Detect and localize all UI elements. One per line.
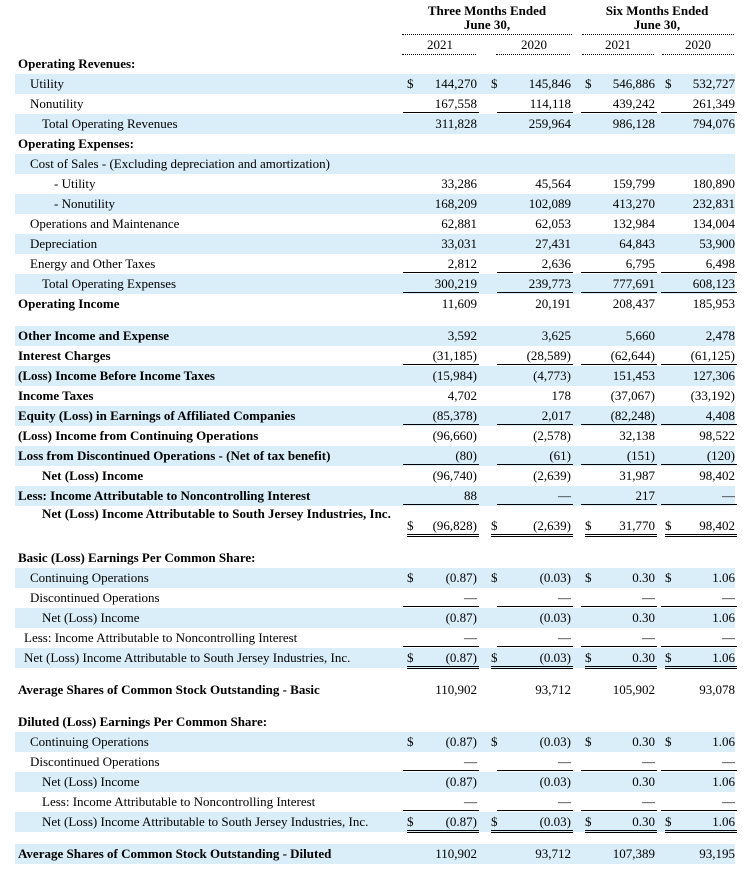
currency-symbol: $ (491, 76, 498, 91)
single-underline (661, 606, 737, 607)
currency-symbol: $ (665, 518, 672, 533)
cell-value: 62,881 (441, 216, 477, 231)
row-label: Operating Expenses: (18, 136, 134, 151)
cell-value: 132,984 (612, 216, 655, 231)
table-row (15, 134, 735, 154)
cell-value: — (464, 590, 477, 605)
cell-value: 311,828 (435, 116, 477, 131)
cell-value: (62,644) (610, 348, 655, 363)
table-row (15, 732, 735, 752)
table-row (15, 486, 735, 506)
cell-value: 27,431 (535, 236, 571, 251)
single-underline (403, 504, 479, 505)
cell-value: 608,123 (692, 276, 735, 291)
table-row (15, 386, 735, 406)
cell-value: 62,053 (535, 216, 571, 231)
single-underline (403, 770, 479, 771)
cell-value: 167,558 (434, 96, 477, 111)
table-row (15, 752, 735, 772)
cell-value: (2,639) (533, 518, 571, 533)
year-col-1: 2021 (427, 37, 453, 52)
cell-value: (0.03) (539, 814, 571, 829)
currency-symbol: $ (491, 814, 498, 829)
cell-value: 110,902 (435, 846, 477, 861)
double-underline (585, 666, 657, 669)
cell-value: 31,987 (619, 468, 655, 483)
row-label: Operating Income (18, 296, 120, 311)
table-row (15, 628, 735, 648)
cell-value: 986,128 (612, 116, 655, 131)
cell-value: 127,306 (692, 368, 735, 383)
cell-value: 439,242 (612, 96, 655, 111)
table-row (15, 114, 735, 134)
cell-value: (0.87) (445, 734, 477, 749)
single-underline (403, 646, 479, 647)
row-label: Cost of Sales - (Excluding depreciation and amortization) (30, 156, 330, 171)
single-underline (661, 810, 737, 811)
cell-value: 53,900 (699, 236, 735, 251)
single-underline (661, 646, 737, 647)
single-underline (497, 464, 573, 465)
cell-value: — (722, 754, 735, 769)
table-row (15, 792, 735, 812)
single-underline (497, 770, 573, 771)
single-underline (497, 364, 573, 365)
cell-value: 208,437 (612, 296, 655, 311)
cell-value: 1.06 (712, 774, 735, 789)
double-underline (491, 830, 573, 833)
cell-value: 0.30 (632, 570, 655, 585)
cell-value: 2,478 (705, 328, 735, 343)
row-label: Operations and Maintenance (30, 216, 180, 231)
cell-value: (96,740) (432, 468, 477, 483)
row-label: Income Taxes (18, 388, 94, 403)
row-label: Basic (Loss) Earnings Per Common Share: (18, 550, 256, 565)
single-underline (581, 272, 657, 273)
table-row (15, 844, 735, 864)
single-underline (497, 810, 573, 811)
row-label: Less: Income Attributable to Noncontrolling Interest (42, 794, 316, 809)
cell-value: 31,770 (619, 518, 655, 533)
single-underline (403, 272, 479, 273)
year-col-2: 2020 (521, 37, 547, 52)
single-underline (581, 504, 657, 505)
three-months-title: Three Months Ended (427, 3, 547, 18)
currency-symbol: $ (491, 650, 498, 665)
cell-value: — (642, 754, 655, 769)
cell-value: (33,192) (690, 388, 735, 403)
single-underline (497, 272, 573, 273)
cell-value: 413,270 (612, 196, 655, 211)
row-label: Continuing Operations (30, 734, 149, 749)
single-underline (403, 810, 479, 811)
row-label: Less: Income Attributable to Noncontrolling Interest (18, 488, 311, 503)
cell-value: 261,349 (692, 96, 735, 111)
cell-value: 145,846 (528, 76, 571, 91)
cell-value: 532,727 (692, 76, 735, 91)
double-underline (491, 666, 573, 669)
single-underline (661, 464, 737, 465)
currency-symbol: $ (491, 518, 498, 533)
cell-value: 33,031 (441, 236, 477, 251)
cell-value: 110,902 (435, 682, 477, 697)
six-months-subtitle: June 30, (633, 17, 681, 32)
cell-value: 98,522 (699, 428, 735, 443)
cell-value: 105,902 (612, 682, 655, 697)
currency-symbol: $ (585, 518, 592, 533)
cell-value: — (722, 590, 735, 605)
row-label: Depreciation (30, 236, 98, 251)
cell-value: 1.06 (712, 570, 735, 585)
cell-value: 178 (551, 388, 571, 403)
cell-value: 1.06 (712, 814, 735, 829)
row-label: Discontinued Operations (30, 754, 160, 769)
cell-value: 232,831 (692, 196, 735, 211)
row-label: (Loss) Income from Continuing Operations (18, 428, 259, 443)
cell-value: 168,209 (434, 196, 477, 211)
table-row (15, 548, 735, 568)
single-underline (661, 364, 737, 365)
row-label: Net (Loss) Income (42, 774, 140, 789)
cell-value: 217 (635, 488, 655, 503)
table-row (15, 712, 735, 732)
cell-value: 102,089 (528, 196, 571, 211)
row-label: Net (Loss) Income Attributable to South Jersey Industries, Inc. (24, 650, 351, 665)
cell-value: 114,118 (529, 96, 571, 111)
row-label: - Nonutility (54, 196, 116, 211)
cell-value: 93,078 (699, 682, 735, 697)
cell-value: (0.03) (539, 734, 571, 749)
single-underline (497, 606, 573, 607)
cell-value: 2,636 (541, 256, 571, 271)
double-underline (585, 534, 657, 537)
cell-value: (2,578) (533, 428, 571, 443)
cell-value: (61) (549, 448, 571, 463)
single-underline (497, 424, 573, 425)
table-row (15, 568, 735, 588)
header-rule-three (402, 34, 572, 35)
cell-value: 11,609 (441, 296, 477, 311)
cell-value: 794,076 (692, 116, 735, 131)
currency-symbol: $ (407, 650, 414, 665)
cell-value: 0.30 (632, 650, 655, 665)
currency-symbol: $ (665, 734, 672, 749)
row-label: Average Shares of Common Stock Outstanding - Basic (18, 682, 320, 697)
cell-value: — (464, 794, 477, 809)
cell-value: 33,286 (441, 176, 477, 191)
cell-value: — (558, 754, 571, 769)
cell-value: (85,378) (432, 408, 477, 423)
currency-symbol: $ (491, 570, 498, 585)
currency-symbol: $ (665, 76, 672, 91)
currency-symbol: $ (491, 734, 498, 749)
single-underline (403, 364, 479, 365)
table-row (15, 346, 735, 366)
cell-value: (0.87) (445, 650, 477, 665)
single-underline (581, 464, 657, 465)
table-row (15, 588, 735, 608)
cell-value: (28,589) (526, 348, 571, 363)
cell-value: 6,795 (625, 256, 655, 271)
cell-value: 4,702 (447, 388, 477, 403)
single-underline (581, 606, 657, 607)
cell-value: (0.03) (539, 610, 571, 625)
cell-value: 134,004 (692, 216, 735, 231)
cell-value: 93,712 (535, 682, 571, 697)
cell-value: 93,712 (535, 846, 571, 861)
cell-value: (96,660) (432, 428, 477, 443)
single-underline (403, 292, 479, 293)
table-row (15, 648, 735, 668)
row-label: Energy and Other Taxes (30, 256, 156, 271)
cell-value: 64,843 (619, 236, 655, 251)
cell-value: 0.30 (632, 774, 655, 789)
cell-value: 5,660 (625, 328, 655, 343)
cell-value: 107,389 (612, 846, 655, 861)
cell-value: 93,195 (699, 846, 735, 861)
single-underline (497, 292, 573, 293)
cell-value: (0.03) (539, 774, 571, 789)
cell-value: (80) (455, 448, 477, 463)
cell-value: — (558, 794, 571, 809)
table-row (15, 366, 735, 386)
double-underline (407, 830, 479, 833)
cell-value: (0.03) (539, 650, 571, 665)
cell-value: 32,138 (619, 428, 655, 443)
cell-value: 3,625 (541, 328, 571, 343)
table-row (15, 274, 735, 294)
cell-value: 546,886 (612, 76, 655, 91)
cell-value: 3,592 (447, 328, 477, 343)
cell-value: — (722, 488, 735, 503)
single-underline (581, 424, 657, 425)
currency-symbol: $ (665, 814, 672, 829)
cell-value: 20,191 (535, 296, 571, 311)
column-header-three-months (400, 4, 574, 32)
table-row (15, 812, 735, 832)
cell-value: 0.30 (632, 814, 655, 829)
cell-value: (151) (626, 448, 655, 463)
cell-value: — (464, 630, 477, 645)
single-underline (581, 810, 657, 811)
single-underline (581, 770, 657, 771)
table-row (15, 234, 735, 254)
cell-value: (61,125) (690, 348, 735, 363)
row-label: Other Income and Expense (18, 328, 170, 343)
single-underline (661, 292, 737, 293)
currency-symbol: $ (585, 814, 592, 829)
table-row (15, 294, 735, 314)
single-underline (661, 504, 737, 505)
row-label: Equity (Loss) in Earnings of Affiliated Companies (18, 408, 296, 423)
table-row (15, 54, 735, 74)
cell-value: (0.87) (445, 610, 477, 625)
cell-value: 259,964 (528, 116, 571, 131)
cell-value: 159,799 (612, 176, 655, 191)
double-underline (665, 534, 737, 537)
double-underline (665, 830, 737, 833)
cell-value: 45,564 (535, 176, 571, 191)
cell-value: (4,773) (533, 368, 571, 383)
table-row (15, 426, 735, 446)
table-row (15, 772, 735, 792)
row-label: Net (Loss) Income (42, 610, 140, 625)
currency-symbol: $ (407, 570, 414, 585)
currency-symbol: $ (407, 734, 414, 749)
row-label: Total Operating Expenses (42, 276, 177, 291)
single-underline (497, 112, 573, 113)
cell-value: (0.87) (445, 774, 477, 789)
three-months-subtitle: June 30, (463, 17, 511, 32)
cell-value: — (464, 754, 477, 769)
row-label: (Loss) Income Before Income Taxes (18, 368, 215, 383)
currency-symbol: $ (585, 734, 592, 749)
single-underline (661, 112, 737, 113)
cell-value: (0.03) (539, 570, 571, 585)
cell-value: 151,453 (612, 368, 655, 383)
column-header-six-months (580, 4, 734, 32)
cell-value: — (558, 590, 571, 605)
cell-value: (96,828) (432, 518, 477, 533)
double-underline (665, 666, 737, 669)
single-underline (581, 112, 657, 113)
cell-value: 239,773 (528, 276, 571, 291)
cell-value: (2,639) (533, 468, 571, 483)
cell-value: — (558, 488, 571, 503)
row-label: Total Operating Revenues (42, 116, 178, 131)
cell-value: 98,402 (699, 518, 735, 533)
row-label: Nonutility (30, 96, 84, 111)
currency-symbol: $ (665, 650, 672, 665)
table-row (15, 506, 735, 536)
single-underline (403, 606, 479, 607)
single-underline (661, 272, 737, 273)
row-label: Discontinued Operations (30, 590, 160, 605)
cell-value: 0.30 (632, 610, 655, 625)
cell-value: — (558, 630, 571, 645)
single-underline (581, 646, 657, 647)
single-underline (497, 646, 573, 647)
double-underline (407, 666, 479, 669)
cell-value: 1.06 (712, 734, 735, 749)
row-label: - Utility (54, 176, 96, 191)
currency-symbol: $ (585, 76, 592, 91)
header-rule-six (582, 34, 734, 35)
single-underline (403, 424, 479, 425)
table-row (15, 254, 735, 274)
cell-value: (82,248) (610, 408, 655, 423)
table-row (15, 174, 735, 194)
year-col-3: 2021 (605, 37, 631, 52)
currency-symbol: $ (407, 814, 414, 829)
single-underline (497, 504, 573, 505)
row-label: Operating Revenues: (18, 56, 136, 71)
currency-symbol: $ (407, 518, 414, 533)
table-row (15, 154, 735, 174)
cell-value: (0.87) (445, 570, 477, 585)
cell-value: (31,185) (432, 348, 477, 363)
row-label: Diluted (Loss) Earnings Per Common Share: (18, 714, 268, 729)
cell-value: 98,402 (699, 468, 735, 483)
cell-value: 6,498 (705, 256, 735, 271)
cell-value: — (642, 630, 655, 645)
single-underline (403, 112, 479, 113)
cell-value: 88 (464, 488, 477, 503)
table-row (15, 680, 735, 700)
cell-value: 777,691 (612, 276, 655, 291)
cell-value: 180,890 (692, 176, 735, 191)
single-underline (661, 770, 737, 771)
cell-value: (15,984) (432, 368, 477, 383)
double-underline (585, 830, 657, 833)
cell-value: 1.06 (712, 610, 735, 625)
cell-value: 2,812 (447, 256, 477, 271)
double-underline (491, 534, 573, 537)
cell-value: 144,270 (434, 76, 477, 91)
single-underline (581, 292, 657, 293)
table-row (15, 194, 735, 214)
cell-value: — (642, 794, 655, 809)
cell-value: 4,408 (705, 408, 735, 423)
table-row (15, 326, 735, 346)
row-label: Interest Charges (18, 348, 111, 363)
cell-value: 2,017 (541, 408, 571, 423)
cell-value: 0.30 (632, 734, 655, 749)
table-row (15, 74, 735, 94)
table-row (15, 608, 735, 628)
cell-value: (120) (706, 448, 735, 463)
cell-value: — (722, 630, 735, 645)
single-underline (403, 464, 479, 465)
currency-symbol: $ (585, 650, 592, 665)
row-label: Continuing Operations (30, 570, 149, 585)
single-underline (581, 364, 657, 365)
currency-symbol: $ (407, 76, 414, 91)
cell-value: 300,219 (434, 276, 477, 291)
table-row (15, 214, 735, 234)
row-label: Loss from Discontinued Operations - (Net of tax benefit) (18, 448, 331, 463)
row-label: Net (Loss) Income (42, 468, 144, 483)
row-label: Net (Loss) Income Attributable to South Jersey Industries, Inc. (42, 506, 391, 521)
cell-value: — (642, 590, 655, 605)
row-label: Less: Income Attributable to Noncontrolling Interest (24, 630, 298, 645)
table-row (15, 466, 735, 486)
table-row (15, 446, 735, 466)
cell-value: 185,953 (692, 296, 735, 311)
cell-value: — (722, 794, 735, 809)
row-label: Average Shares of Common Stock Outstanding - Diluted (18, 846, 332, 861)
cell-value: 1.06 (712, 650, 735, 665)
currency-symbol: $ (665, 570, 672, 585)
cell-value: (0.87) (445, 814, 477, 829)
single-underline (661, 424, 737, 425)
currency-symbol: $ (585, 570, 592, 585)
double-underline (407, 534, 479, 537)
cell-value: (37,067) (610, 388, 655, 403)
row-label: Utility (30, 76, 64, 91)
row-label: Net (Loss) Income Attributable to South Jersey Industries, Inc. (42, 814, 369, 829)
six-months-title: Six Months Ended (605, 3, 709, 18)
table-row (15, 94, 735, 114)
table-row (15, 406, 735, 426)
year-col-4: 2020 (685, 37, 711, 52)
